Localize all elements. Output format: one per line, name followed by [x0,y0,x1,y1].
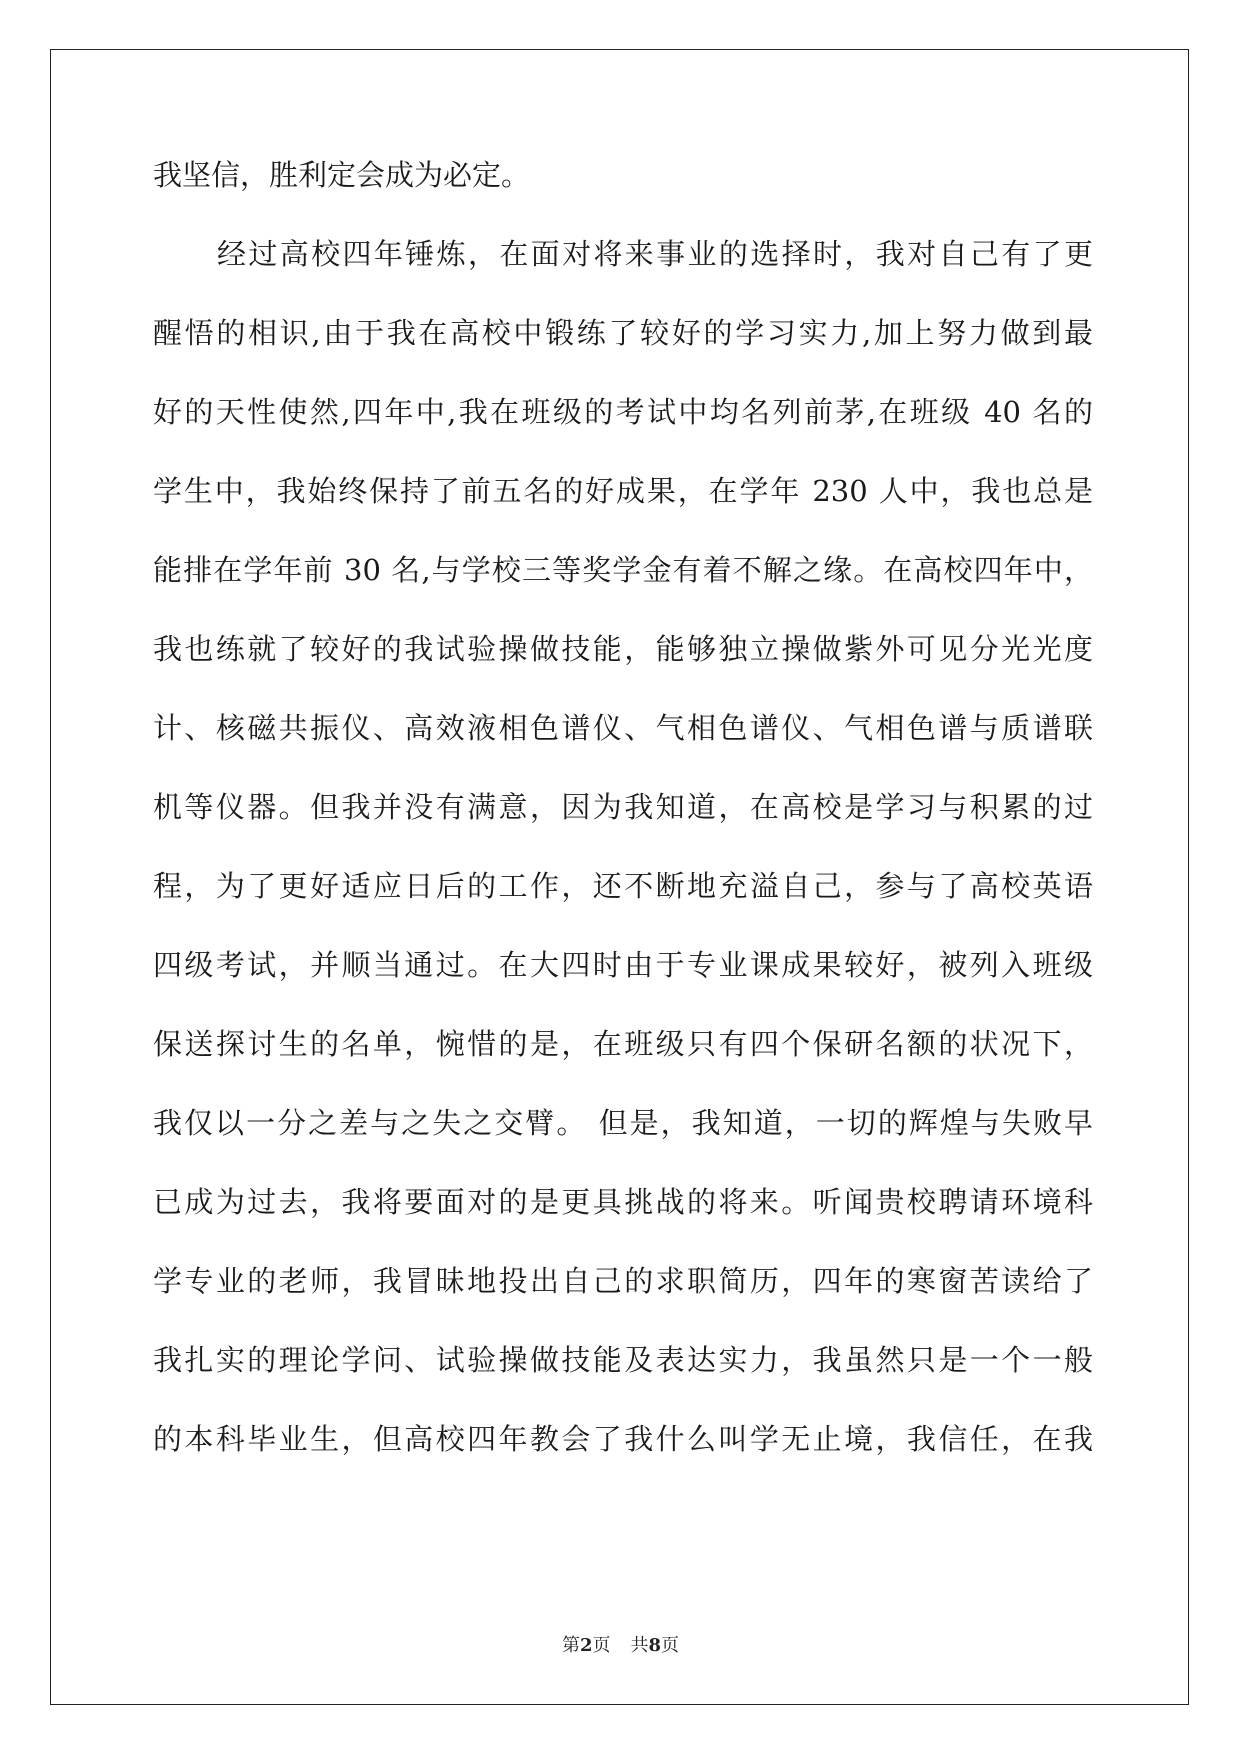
paragraph-2-line-4: 学生中，我始终保持了前五名的好成果，在学年 230 人中，我也总是 [153,474,1093,508]
paragraph-2-line-2: 醒悟的相识,由于我在高校中锻练了较好的学习实力,加上努力做到最 [153,316,1093,350]
line-spacing [153,666,1093,711]
line-spacing [153,1219,1093,1264]
line-spacing [153,1298,1093,1343]
line-spacing [153,1061,1093,1106]
paragraph-2-line-16: 的本科毕业生，但高校四年教会了我什么叫学无止境，我信任，在我 [153,1422,1093,1456]
page-number-prefix: 第 [561,1635,580,1656]
line-spacing [153,429,1093,474]
document-body [153,158,1093,1456]
total-pages-prefix: 共 [630,1635,649,1656]
paragraph-2-line-13: 已成为过去，我将要面对的是更具挑战的将来。听闻贵校聘请环境科 [153,1185,1093,1219]
paragraph-2-line-15: 我扎实的理论学问、试验操做技能及表达实力，我虽然只是一个一般 [153,1343,1093,1377]
paragraph-2-line-7: 计、核磁共振仪、高效液相色谱仪、气相色谱仪、气相色谱与质谱联 [153,711,1093,745]
paragraph-2-line-11: 保送探讨生的名单，惋惜的是，在班级只有四个保研名额的状况下， [153,1027,1093,1061]
paragraph-2-line-9: 程，为了更好适应日后的工作，还不断地充溢自己，参与了高校英语 [153,869,1093,903]
paragraph-1-line-1: 我坚信，胜利定会成为必定。 [153,158,531,192]
paragraph-2-line-1: 经过高校四年锤炼，在面对将来事业的选择时，我对自己有了更 [217,237,1093,271]
page-number-suffix: 页 [592,1635,611,1656]
paragraph-2-line-6: 我也练就了较好的我试验操做技能，能够独立操做紫外可见分光光度 [153,632,1093,666]
line-spacing [153,982,1093,1027]
line-spacing [153,824,1093,869]
line-spacing [153,587,1093,632]
line-spacing [153,903,1093,948]
paragraph-2-line-14: 学专业的老师，我冒昧地投出自己的求职简历，四年的寒窗苦读给了 [153,1264,1093,1298]
line-spacing [153,271,1093,316]
paragraph-2-line-5: 能排在学年前 30 名,与学校三等奖学金有着不解之缘。在高校四年中， [153,553,1093,587]
current-page-number: 2 [579,1635,593,1656]
line-spacing [153,1140,1093,1185]
total-pages-suffix: 页 [661,1635,680,1656]
page-footer [0,1631,1241,1657]
paragraph-spacing [153,192,1093,237]
paragraph-2-line-10: 四级考试，并顺当通过。在大四时由于专业课成果较好，被列入班级 [153,948,1093,982]
line-spacing [153,508,1093,553]
line-spacing [153,1377,1093,1422]
line-spacing [153,745,1093,790]
paragraph-2-line-12: 我仅以一分之差与之失之交臂。 但是，我知道，一切的辉煌与失败早 [153,1106,1093,1140]
total-page-count: 8 [648,1635,662,1656]
paragraph-2-line-8: 机等仪器。但我并没有满意，因为我知道，在高校是学习与积累的过 [153,790,1093,824]
line-spacing [153,350,1093,395]
paragraph-2-line-3: 好的天性使然,四年中,我在班级的考试中均名列前茅,在班级 40 名的 [153,395,1093,429]
